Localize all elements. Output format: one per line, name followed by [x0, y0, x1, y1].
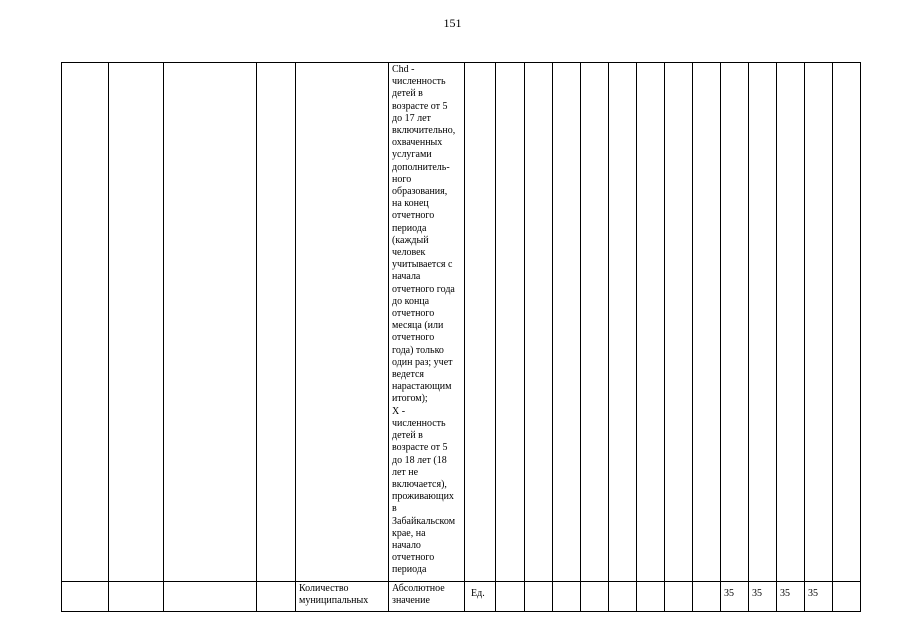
table-cell — [164, 63, 257, 582]
table-cell — [257, 582, 296, 612]
table-cell — [553, 582, 581, 612]
table-cell — [777, 63, 805, 582]
table-cell — [665, 582, 693, 612]
table-cell — [62, 582, 109, 612]
target-value: 35 — [721, 582, 749, 612]
indicator-name: Количество муниципальных — [296, 582, 389, 612]
table-cell — [496, 582, 525, 612]
table-cell — [721, 63, 749, 582]
table-cell — [693, 582, 721, 612]
table-cell — [257, 63, 296, 582]
table-cell — [109, 582, 164, 612]
table-cell — [693, 63, 721, 582]
table-cell — [805, 63, 833, 582]
table-cell — [109, 63, 164, 582]
target-value: 35 — [749, 582, 777, 612]
table-cell — [637, 63, 665, 582]
table-row — [62, 582, 861, 612]
table-row — [62, 63, 861, 582]
calculation-description: Chd - численность детей в возрасте от 5 до 17 лет включительно, охваченных услугами дополнитель- ного образования, на конец отчетного периода (каждый человек учитывается с начала отчетного года до конца отчетного месяца (или отчетного года) только один раз; учет ведется нарастающим итогом); X - численность детей в возрасте от 5 до 18 лет (18 лет не включается), проживающих в Забайкальском крае, на начало отчетного периода — [389, 63, 465, 582]
indicators-table — [61, 62, 861, 612]
table-cell — [465, 63, 496, 582]
target-value: 35 — [805, 582, 833, 612]
table-cell — [581, 63, 609, 582]
table-cell — [164, 582, 257, 612]
table-cell — [833, 63, 861, 582]
page-number: 151 — [443, 16, 462, 30]
table-cell — [609, 582, 637, 612]
table-cell — [637, 582, 665, 612]
table-cell — [496, 63, 525, 582]
table-cell — [62, 63, 109, 582]
table-cell — [665, 63, 693, 582]
table-cell — [525, 582, 553, 612]
table-cell — [609, 63, 637, 582]
table-cell — [296, 63, 389, 582]
table-cell — [525, 63, 553, 582]
table-cell — [581, 582, 609, 612]
table-cell — [553, 63, 581, 582]
table-cell — [749, 63, 777, 582]
target-value: 35 — [777, 582, 805, 612]
unit-of-measure: Ед. — [465, 582, 496, 612]
calculation-method: Абсолютное значение — [389, 582, 465, 612]
table-cell — [833, 582, 861, 612]
